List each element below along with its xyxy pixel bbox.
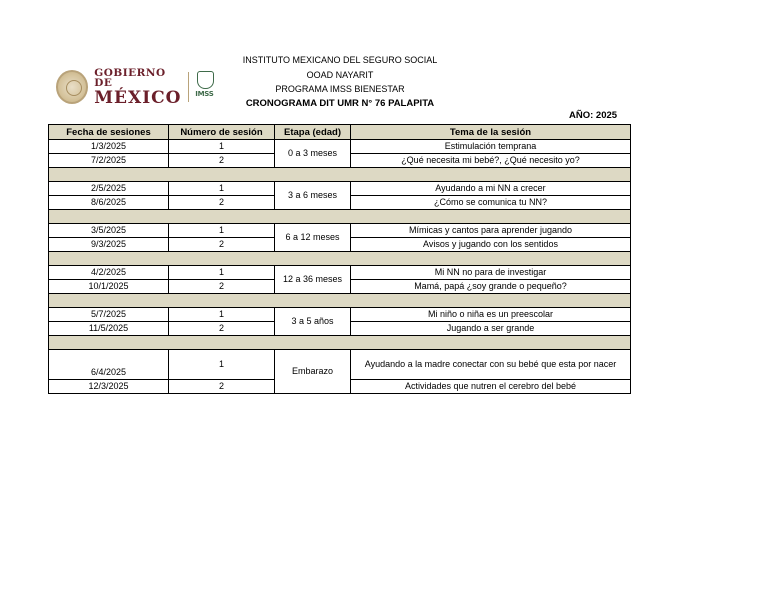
session-topic: ¿Qué necesita mi bebé?, ¿Qué necesito yo? [351,154,631,168]
group-separator-row [49,336,631,350]
session-stage: 6 a 12 meses [275,224,351,252]
session-stage: Embarazo [275,350,351,394]
session-number: 2 [169,280,275,294]
session-stage: 12 a 36 meses [275,266,351,294]
table-row [49,308,631,322]
gobierno-logo-line2: MÉXICO [94,87,182,108]
session-stage: 3 a 6 meses [275,182,351,210]
session-topic: Mi niño o niña es un preescolar [351,308,631,322]
group-separator-row [49,210,631,224]
document-header [190,53,490,111]
session-date: 5/7/2025 [49,308,169,322]
col-header-date: Fecha de sesiones [49,125,169,140]
session-stage: 3 a 5 años [275,308,351,336]
schedule-table [48,124,631,394]
imss-logo-text: IMSS [195,90,214,98]
group-separator-row [49,252,631,266]
session-number: 1 [169,308,275,322]
session-date: 9/3/2025 [49,238,169,252]
session-number: 2 [169,196,275,210]
session-topic: Actividades que nutren el cerebro del bebé [351,380,631,394]
header-program: PROGRAMA IMSS BIENESTAR [275,84,405,94]
header-institute: INSTITUTO MEXICANO DEL SEGURO SOCIAL [242,55,438,65]
session-topic: Estimulación temprana [351,140,631,154]
header-title: CRONOGRAMA DIT UMR N° 76 PALAPITA [245,97,435,109]
session-number: 2 [169,380,275,394]
session-date: 11/5/2025 [49,322,169,336]
mexico-seal-icon [56,70,88,104]
session-date: 2/5/2025 [49,182,169,196]
session-topic: Mi NN no para de investigar [351,266,631,280]
session-topic: Jugando a ser grande [351,322,631,336]
table-row [49,182,631,196]
session-number: 2 [169,154,275,168]
session-number: 2 [169,322,275,336]
session-number: 1 [169,182,275,196]
table-header-row [49,125,631,140]
table-row [49,350,631,380]
session-date: 12/3/2025 [49,380,169,394]
session-number: 2 [169,238,275,252]
session-date: 4/2/2025 [49,266,169,280]
session-topic: Ayudando a mi NN a crecer [351,182,631,196]
session-date: 7/2/2025 [49,154,169,168]
session-date: 8/6/2025 [49,196,169,210]
session-number: 1 [169,140,275,154]
group-separator-row [49,294,631,308]
col-header-topic: Tema de la sesión [351,125,631,140]
session-number: 1 [169,224,275,238]
col-header-session-number: Número de sesión [169,125,275,140]
gobierno-logo-text [94,68,182,107]
header-ooad: OOAD NAYARIT [306,69,374,80]
session-topic: Mamá, papá ¿soy grande o pequeño? [351,280,631,294]
table-row [49,224,631,238]
session-topic: Ayudando a la madre conectar con su bebé que esta por nacer [351,350,631,380]
session-date: 1/3/2025 [49,140,169,154]
table-row [49,266,631,280]
col-header-stage: Etapa (edad) [275,125,351,140]
session-topic: ¿Cómo se comunica tu NN? [351,196,631,210]
header-year: AÑO: 2025 [569,110,618,121]
session-date: 6/4/2025 [49,350,169,380]
group-separator-row [49,168,631,182]
gobierno-logo-line1: GOBIERNO DE [94,66,166,89]
session-stage: 0 a 3 meses [275,140,351,168]
session-topic: Mímicas y cantos para aprender jugando [351,224,631,238]
session-number: 1 [169,266,275,280]
session-date: 10/1/2025 [49,280,169,294]
table-row [49,140,631,154]
session-number: 1 [169,350,275,380]
session-topic: Avisos y jugando con los sentidos [351,238,631,252]
session-date: 3/5/2025 [49,224,169,238]
